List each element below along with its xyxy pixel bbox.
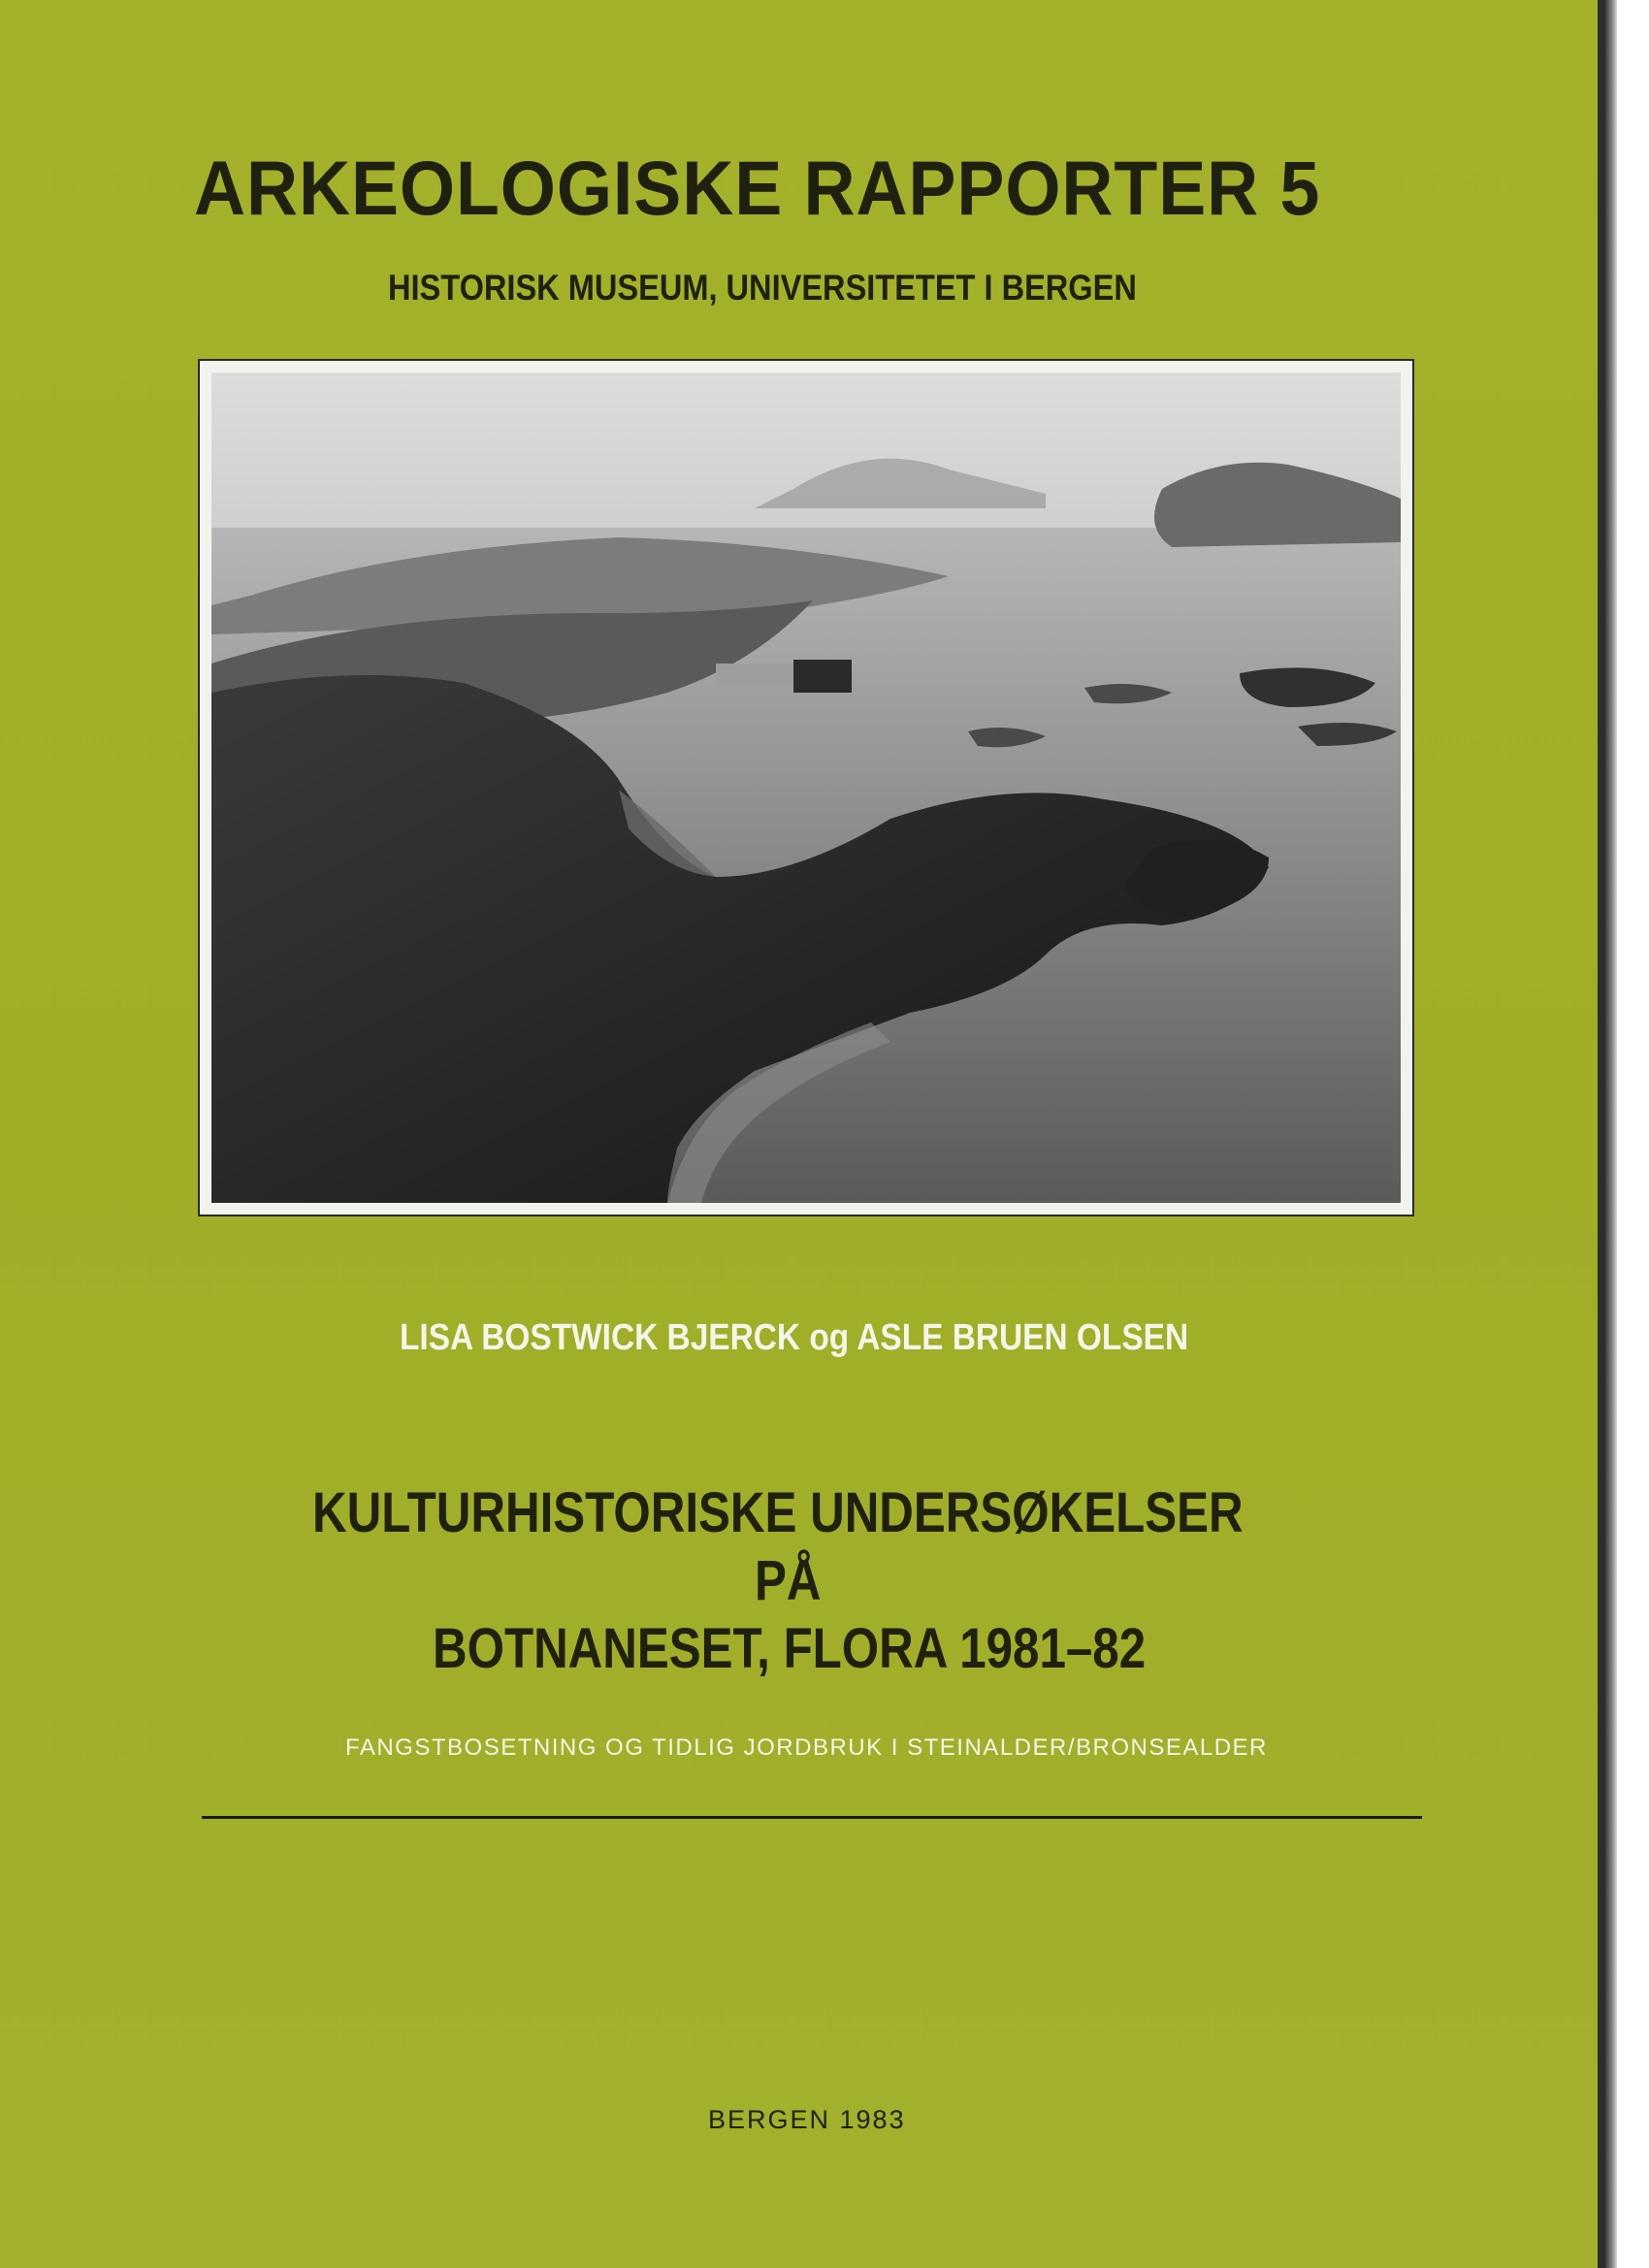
- aerial-photo-image: [211, 373, 1401, 1203]
- title-line-1: KULTURHISTORISKE UNDERSØKELSER: [312, 1481, 1244, 1544]
- aerial-coastline-photo: [211, 373, 1401, 1203]
- title-line-2: PÅ: [755, 1549, 822, 1612]
- publisher-line: HISTORISK MUSEUM, UNIVERSITETET I BERGEN: [388, 268, 1137, 308]
- place-year-footer: BERGEN 1983: [708, 2105, 906, 2134]
- subtitle-line: FANGSTBOSETNING OG TIDLIG JORDBRUK I STEINALDER/BRONSEALDER: [345, 1734, 1268, 1761]
- title-line-3: BOTNANESET, FLORA 1981–82: [433, 1617, 1147, 1680]
- series-title: ARKEOLOGISKE RAPPORTER 5: [194, 145, 1321, 231]
- divider-rule: [202, 1816, 1422, 1819]
- authors-line: LISA BOSTWICK BJERCK og ASLE BRUEN OLSEN: [400, 1317, 1189, 1358]
- book-spine-edge: [1605, 0, 1617, 2268]
- cover-photo-frame: [198, 359, 1414, 1216]
